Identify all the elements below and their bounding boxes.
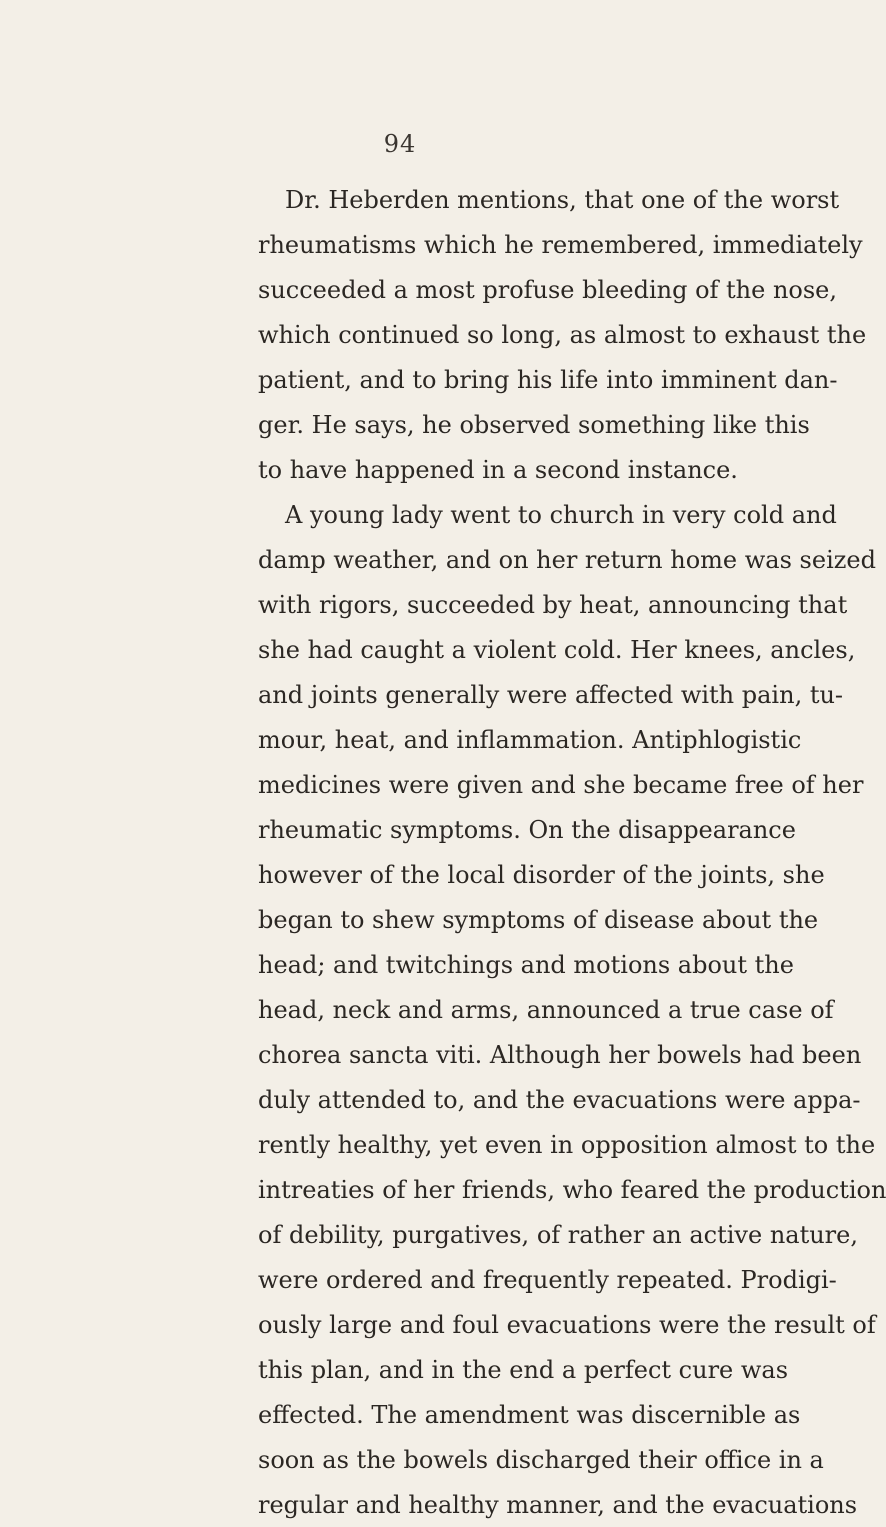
text-line: patient, and to bring his life into imminent dan- bbox=[258, 366, 838, 394]
text-line: to have happened in a second instance. bbox=[258, 456, 738, 484]
text-line: head, neck and arms, announced a true case of bbox=[258, 996, 834, 1024]
text-line: and joints generally were affected with pain, tu- bbox=[258, 681, 844, 709]
text-line: head; and twitchings and motions about the bbox=[258, 951, 794, 979]
text-line: medicines were given and she became free of her bbox=[258, 771, 864, 799]
text-line: mour, heat, and inflammation. Antiphlogistic bbox=[258, 726, 802, 754]
text-line: ously large and foul evacuations were the result of bbox=[258, 1311, 876, 1339]
text-line: A young lady went to church in very cold and bbox=[285, 501, 837, 529]
text-line: rently healthy, yet even in opposition almost to the bbox=[258, 1131, 876, 1159]
text-line: ger. He says, he observed something like this bbox=[258, 411, 810, 439]
text-line: intreaties of her friends, who feared the production bbox=[258, 1176, 886, 1204]
page-number: 94 bbox=[383, 130, 417, 158]
text-line: Dr. Heberden mentions, that one of the worst bbox=[285, 186, 840, 214]
text-line: began to shew symptoms of disease about the bbox=[258, 906, 819, 934]
text-line: regular and healthy manner, and the evacuations bbox=[258, 1491, 858, 1519]
text-line: she had caught a violent cold. Her knees, ancles, bbox=[258, 636, 856, 664]
text-line: which continued so long, as almost to exhaust the bbox=[258, 321, 867, 349]
text-line: with rigors, succeeded by heat, announcing that bbox=[258, 591, 848, 619]
text-line: of debility, purgatives, of rather an active nature, bbox=[258, 1221, 858, 1249]
text-line: soon as the bowels discharged their office in a bbox=[258, 1446, 824, 1474]
text-line: however of the local disorder of the joints, she bbox=[258, 861, 825, 889]
text-line: were ordered and frequently repeated. Prodigi- bbox=[258, 1266, 837, 1294]
text-line: chorea sancta viti. Although her bowels had been bbox=[258, 1041, 862, 1069]
text-line: rheumatisms which he remembered, immediately bbox=[258, 231, 863, 259]
text-line: damp weather, and on her return home was seized bbox=[258, 546, 876, 574]
text-line: rheumatic symptoms. On the disappearance bbox=[258, 816, 796, 844]
text-line: this plan, and in the end a perfect cure was bbox=[258, 1356, 789, 1384]
text-line: effected. The amendment was discernible as bbox=[258, 1401, 801, 1429]
text-line: duly attended to, and the evacuations were appa- bbox=[258, 1086, 861, 1114]
text-line: succeeded a most profuse bleeding of the nose, bbox=[258, 276, 838, 304]
